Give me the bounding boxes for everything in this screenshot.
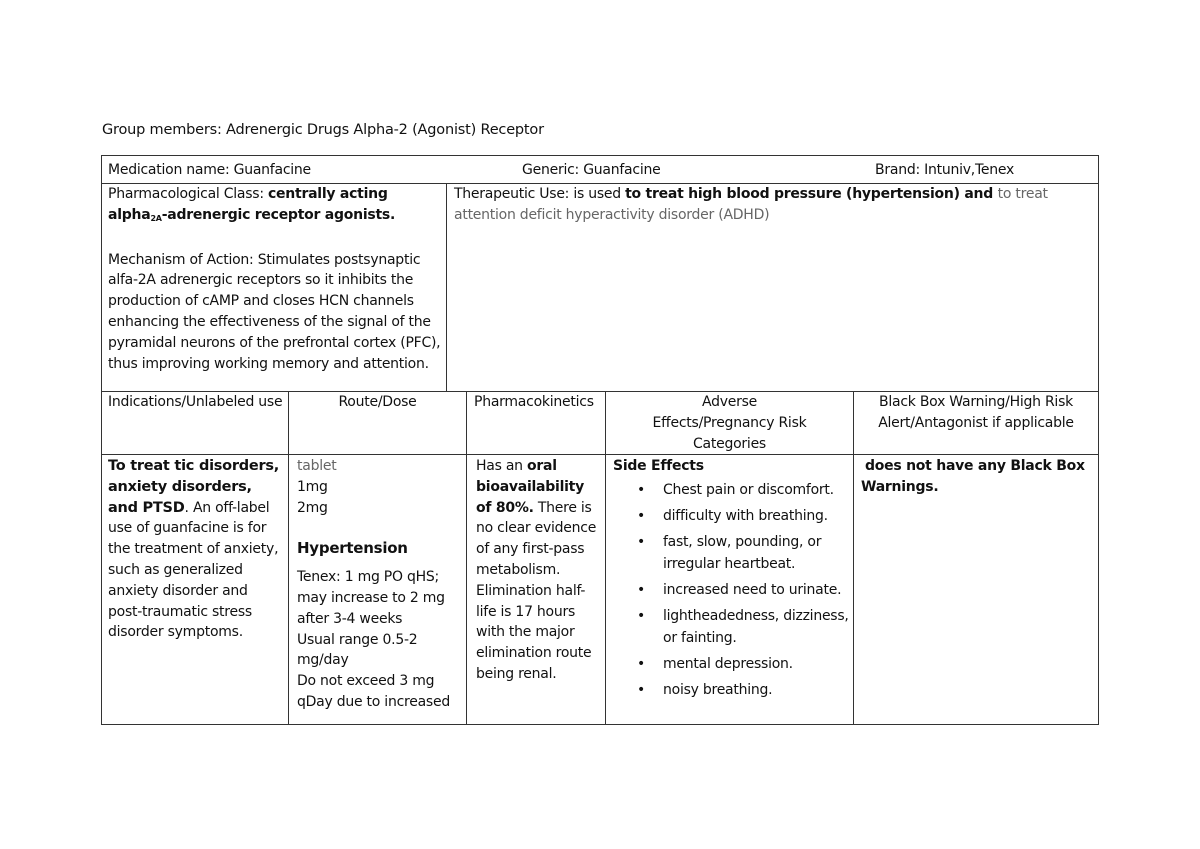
pharm-class-cell: [108, 184, 442, 374]
adverse-effects-cell: [613, 456, 851, 705]
pharm-class-value: centrally acting alpha: [108, 186, 388, 223]
table-border-left: [101, 155, 102, 725]
pharm-class-subscript: 2A: [150, 213, 162, 223]
side-effect-item: • fast, slow, pounding, or irregular heartbeat.: [613, 531, 851, 575]
table-divider: [466, 391, 467, 724]
usual-range: Usual range 0.5-2 mg/day: [297, 631, 418, 669]
therapeutic-use-cell: [454, 184, 1084, 226]
table-border-bottom: [101, 724, 1099, 725]
col-header-route-dose: Route/Dose: [338, 394, 417, 410]
pharmacokinetics-cell: [476, 456, 602, 685]
adverse-header-line: Categories: [693, 435, 766, 452]
mechanism-of-action: [108, 250, 442, 375]
side-effects-heading: Side Effects: [613, 458, 704, 474]
black-box-header-line: Black Box Warning/High Risk: [879, 394, 1073, 410]
col-header-black-box: [854, 392, 1098, 434]
side-effect-item: • increased need to urinate.: [613, 579, 851, 601]
side-effects-list: [613, 479, 851, 701]
col-header-indications: Indications/Unlabeled use: [108, 394, 283, 410]
table-border-right: [1098, 155, 1099, 725]
indications-bold: To treat tic disorders, anxiety disorders, and PTSD: [108, 458, 280, 516]
pk-text: There is no clear evidence of any first-pass metabolism. Elimination half-life is 17 hours with the major elimination route being renal.: [476, 499, 597, 682]
route-dose-cell: [297, 456, 463, 713]
black-box-warning: does not have any Black Box Warnings.: [861, 458, 1085, 495]
side-effect-item: • mental depression.: [613, 653, 851, 675]
side-effect-item: • Chest pain or discomfort.: [613, 479, 851, 501]
therapeutic-use-bold: to treat high blood pressure (hypertension) and: [625, 186, 998, 202]
side-effect-item: • noisy breathing.: [613, 679, 851, 701]
black-box-header-line: Alert/Antagonist if applicable: [878, 414, 1074, 431]
indications-cell: [108, 456, 284, 643]
pharm-class-value-end: -adrenergic receptor agonists.: [161, 206, 396, 223]
mechanism-label: Mechanism of Action:: [108, 251, 258, 268]
pk-bioavailability: oral bioavailability of 80%.: [476, 458, 584, 516]
table-divider: [853, 391, 854, 724]
dose-option: 2mg: [297, 499, 328, 516]
generic-name: Generic: Guanfacine: [522, 162, 661, 178]
table-divider: [101, 454, 1099, 455]
dose-limit: Do not exceed 3 mg qDay due to increased: [297, 673, 450, 710]
page-title: Group members: Adrenergic Drugs Alpha-2 (Agonist) Receptor: [102, 122, 544, 138]
hypertension-heading: Hypertension: [297, 539, 408, 558]
side-effect-item: • difficulty with breathing.: [613, 505, 851, 527]
brand-name: Brand: Intuniv,Tenex: [875, 162, 1015, 178]
table-border-top: [101, 155, 1099, 156]
tenex-dosing: Tenex: 1 mg PO qHS; may increase to 2 mg after 3-4 weeks: [297, 569, 445, 627]
pk-intro: Has an: [476, 458, 528, 474]
side-effect-item: • lightheadedness, dizziness, or fainting.: [613, 605, 851, 649]
col-header-pharmacokinetics: Pharmacokinetics: [474, 394, 594, 410]
therapeutic-use-label: Therapeutic Use: is used: [454, 186, 626, 202]
adverse-header-line: Adverse: [701, 394, 758, 410]
table-divider: [288, 391, 289, 724]
dose-option: 1mg: [297, 478, 328, 495]
indications-text: . An off-label use of guanfacine is for the treatment of anxiety, such as generalized anxiety disorder and post-traumatic stress disorder symptoms.: [108, 499, 279, 641]
table-divider: [446, 183, 447, 391]
medication-name: Medication name: Guanfacine: [108, 162, 311, 178]
pharm-class-label: Pharmacological Class:: [108, 186, 268, 202]
adverse-header-line: Effects/Pregnancy Risk: [652, 414, 807, 431]
therapeutic-use-adhd: to treat attention deficit hyperactivity disorder (ADHD): [454, 186, 1048, 223]
mechanism-text: Stimulates postsynaptic alfa-2A adrenergic receptors so it inhibits the production of cAMP and closes HCN channels enhancing the effectiveness of the signal of the pyramidal neurons of the prefrontal cortex (PFC), thus improving working memory and attention.: [108, 251, 441, 372]
col-header-adverse: [606, 392, 853, 454]
dose-form: tablet: [297, 458, 337, 474]
